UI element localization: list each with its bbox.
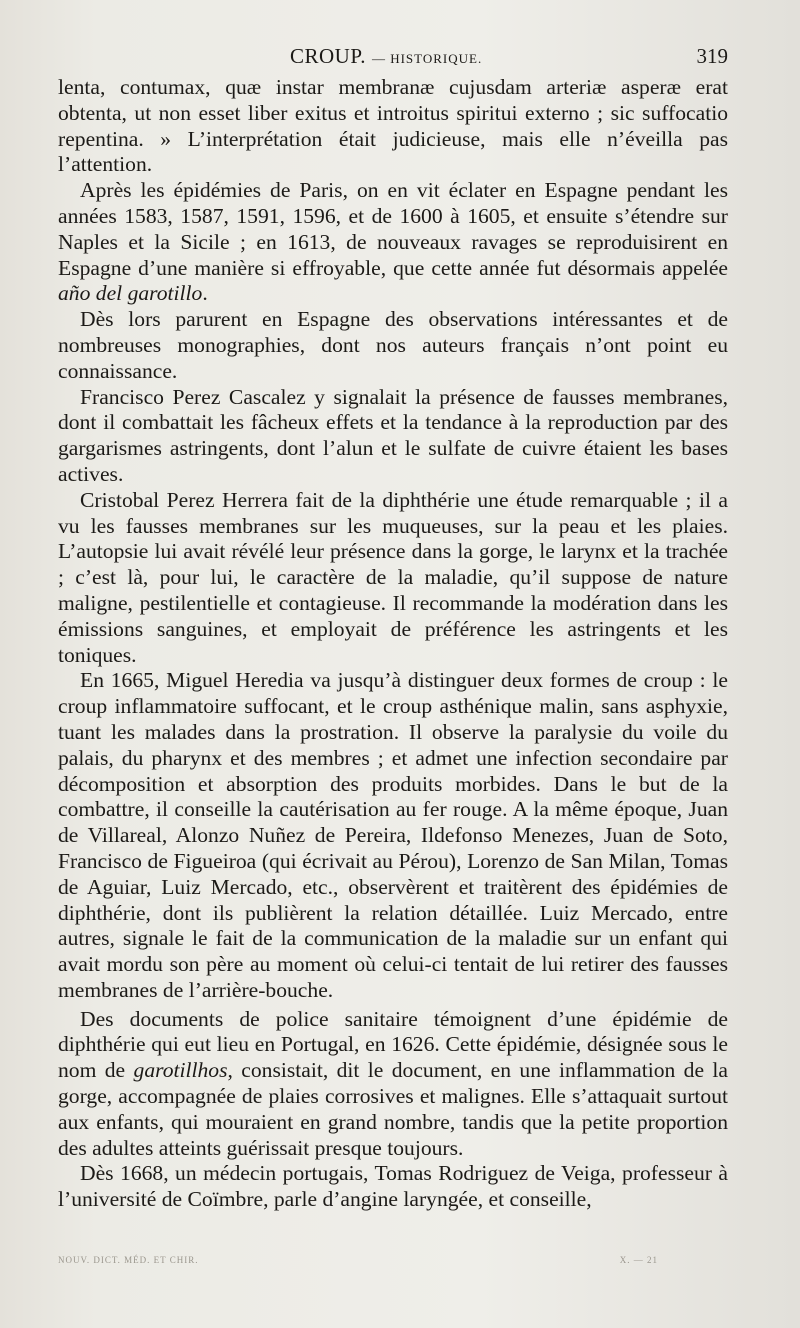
paragraph-2: Après les épidémies de Paris, on en vit éclater en Espagne pendant les années 1583, 1587, 1591, 1596, et de 1600 à 1605, et ensuite s’étendre sur Naples et la Sicile ; en 1613, de nouveaux ravages se reproduisirent en Espagne d’une manière si effroyable, que cette année fut désormais appelée año del garotillo. <box>58 178 728 306</box>
page-number: 319 <box>696 44 728 68</box>
paragraph-7: Des documents de police sanitaire témoignent d’une épidémie de diphthérie qui eut lieu en Portugal, en 1626. Cette épidémie, désignée sous le nom de garotillhos, consistait, dit le document, en une inflammation de la gorge, accompagnée de plaies corrosives et malignes. Elle s’attaquait surtout aux enfants, qui mouraient en grand nombre, tandis que la petite proportion des adultes atteints guérissait presque toujours. <box>58 1006 728 1160</box>
signature-left: NOUV. DICT. MÉD. ET CHIR. <box>58 1255 199 1265</box>
signature-right: X. — 21 <box>619 1255 658 1265</box>
paragraph-4: Francisco Perez Cascalez y signalait la présence de fausses membranes, dont il combattait les fâcheux effets et la tendance à la reproduction par des gargarismes astringents, dont l’alun et le sulfate de cuivre étaient les bases actives. <box>58 384 728 486</box>
section-title: — HISTORIQUE. <box>371 51 483 66</box>
italic-term: año del garotillo <box>58 281 203 306</box>
signature-line <box>58 1255 728 1269</box>
paragraph-3: Dès lors parurent en Espagne des observations intéressantes et de nombreuses monographies, dont nos auteurs français n’ont point eu connaissance. <box>58 307 728 383</box>
paragraph-5: Cristobal Perez Herrera fait de la diphthérie une étude remarquable ; il a vu les fausses membranes sur les muqueuses, sur la peau et les plaies. L’autopsie lui avait révélé leur présence dans la gorge, le larynx et la trachée ; c’est là, pour lui, le caractère de la maladie, qu’il suppose de nature maligne, pestilentielle et contagieuse. Il recommande la modération dans les émissions sanguines, et employait de préférence les astringents et les toniques. <box>58 487 728 667</box>
main-text <box>58 75 728 1213</box>
paragraph-1: lenta, contumax, quæ instar membranæ cujusdam arteriæ asperæ erat obtenta, ut non esset liber exitus et introitus spiritui externo ; sic suffocatio repentina. » L’interprétation était judicieuse, mais elle n’éveilla pas l’attention. <box>58 75 728 177</box>
paragraph-8: Dès 1668, un médecin portugais, Tomas Rodriguez de Veiga, professeur à l’université de Coïmbre, parle d’angine laryngée, et conseille, <box>58 1161 728 1212</box>
running-header <box>58 44 728 74</box>
running-title: CROUP. — HISTORIQUE. <box>290 44 483 68</box>
paragraph-6: En 1665, Miguel Heredia va jusqu’à distinguer deux formes de croup : le croup inflammatoire suffocant, et le croup asthénique malin, sans asphyxie, tuant les malades dans la prostration. Il observe la paralysie du voile du palais, du pharynx et des membres ; et admet une infection secondaire par décomposition et absorption des produits morbides. Dans le but de la combattre, il conseille la cautérisation au fer rouge. A la même époque, Juan de Villareal, Alonzo Nuñez de Pereira, Ildefonso Menezes, Juan de Soto, Francisco de Figueiroa (qui écrivait au Pérou), Lorenzo de San Milan, Tomas de Aguiar, Luiz Mercado, etc., observèrent et traitèrent des épidémies de diphthérie, dont ils publièrent la relation détaillée. Luiz Mercado, entre autres, signale le fait de la communication de la maladie sur un enfant qui avait mordu son père au moment où celui-ci tentait de lui retirer des fausses membranes de l’arrière-bouche. <box>58 668 728 1002</box>
italic-term: garotillhos <box>133 1058 228 1083</box>
